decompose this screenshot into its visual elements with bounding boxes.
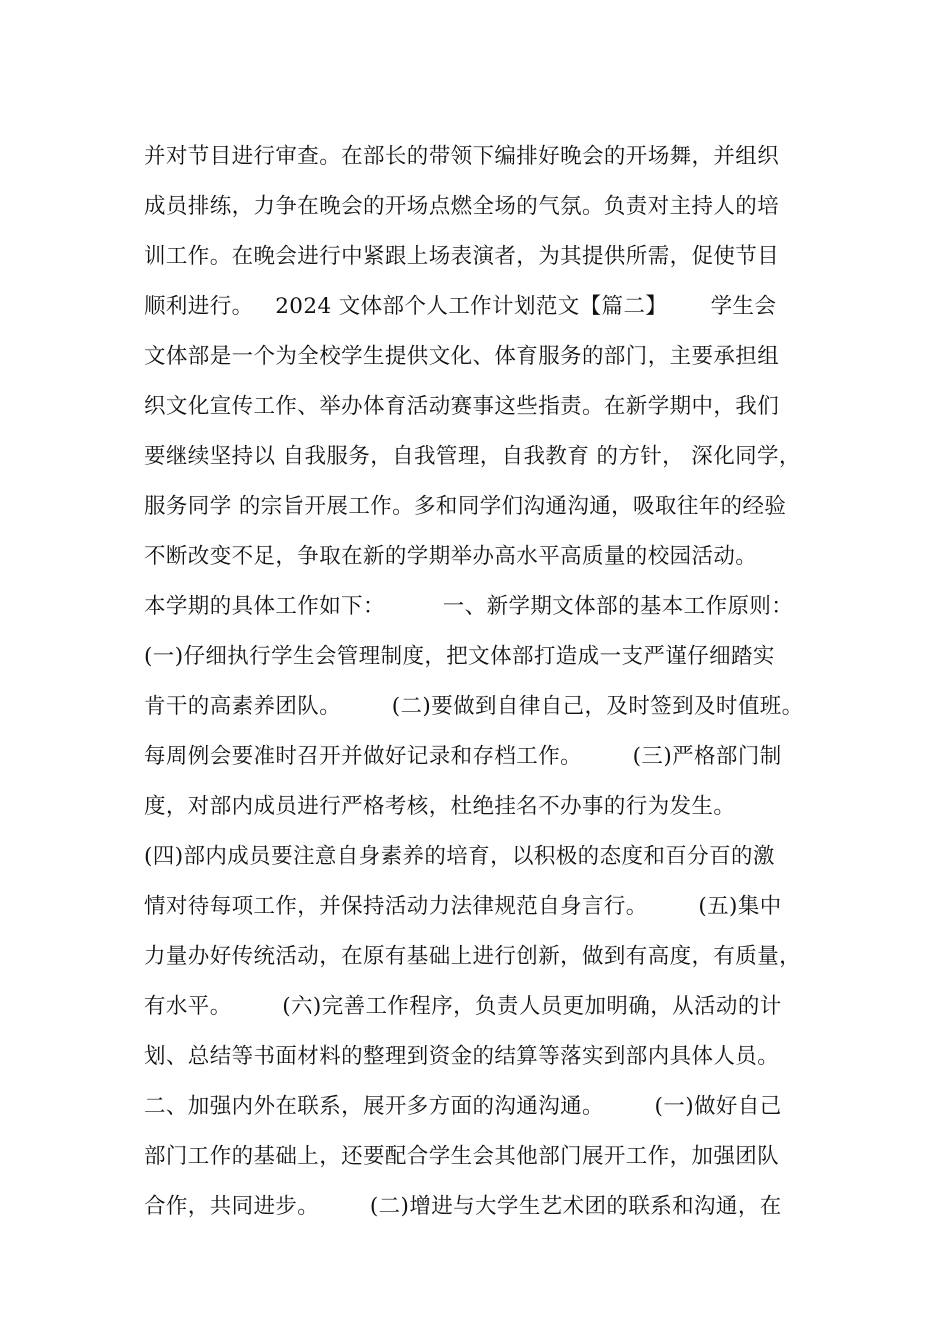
text-line: 织文化宣传工作、举办体育活动赛事这些指责。在新学期中，我们 bbox=[144, 394, 780, 419]
text-line: 要继续坚持以 自我服务，自我管理，自我教育 的方针， 深化同学， bbox=[144, 444, 801, 469]
text-line: 度，对部内成员进行严格考核，杜绝挂名不办事的行为发生。 bbox=[144, 794, 736, 819]
text-line: (四)部内成员要注意自身素养的培育，以积极的态度和百分百的激 bbox=[144, 844, 775, 869]
text-line: 服务同学 的宗旨开展工作。多和同学们沟通沟通，吸取往年的经验 bbox=[144, 494, 787, 519]
text-line: 本学期的具体工作如下： 一、新学期文体部的基本工作原则： bbox=[144, 594, 794, 619]
text-line: 并对节目进行审查。在部长的带领下编排好晚会的开场舞，并组织 bbox=[144, 144, 780, 169]
text-line: 合作，共同进步。 (二)增进与大学生艺术团的联系和沟通，在 bbox=[144, 1194, 782, 1219]
text-line: 每周例会要准时召开并做好记录和存档工作。 (三)严格部门制 bbox=[144, 744, 782, 769]
text-line: 情对待每项工作，并保持活动力法律规范自身言行。 (五)集中 bbox=[144, 894, 782, 919]
text-line: 部门工作的基础上，还要配合学生会其他部门展开工作，加强团队 bbox=[144, 1144, 780, 1169]
text-line: 不断改变不足，争取在新的学期举办高水平高质量的校园活动。 bbox=[144, 544, 758, 569]
text-line: 划、总结等书面材料的整理到资金的结算等落实到部内具体人员。 bbox=[144, 1044, 780, 1069]
text-line: 力量办好传统活动，在原有基础上进行创新，做到有高度，有质量， bbox=[144, 944, 802, 969]
text-line: 有水平。 (六)完善工作程序，负责人员更加明确，从活动的计 bbox=[144, 994, 782, 1019]
text-line: 训工作。在晚会进行中紧跟上场表演者，为其提供所需，促使节目 bbox=[144, 244, 780, 269]
text-line: 二、加强内外在联系，展开多方面的沟通沟通。 (一)做好自己 bbox=[144, 1094, 782, 1119]
text-line: 文体部是一个为全校学生提供文化、体育服务的部门，主要承担组 bbox=[144, 344, 780, 369]
text-line: 成员排练，力争在晚会的开场点燃全场的气氛。负责对主持人的培 bbox=[144, 194, 780, 219]
body-text bbox=[144, 132, 834, 1232]
text-line: 肯干的高素养团队。 (二)要做到自律自己，及时签到及时值班。 bbox=[144, 694, 804, 719]
text-line: 顺利进行。 2024 文体部个人工作计划范文【篇二】 学生会 bbox=[144, 294, 777, 319]
text-line: (一)仔细执行学生会管理制度，把文体部打造成一支严谨仔细踏实 bbox=[144, 644, 775, 669]
